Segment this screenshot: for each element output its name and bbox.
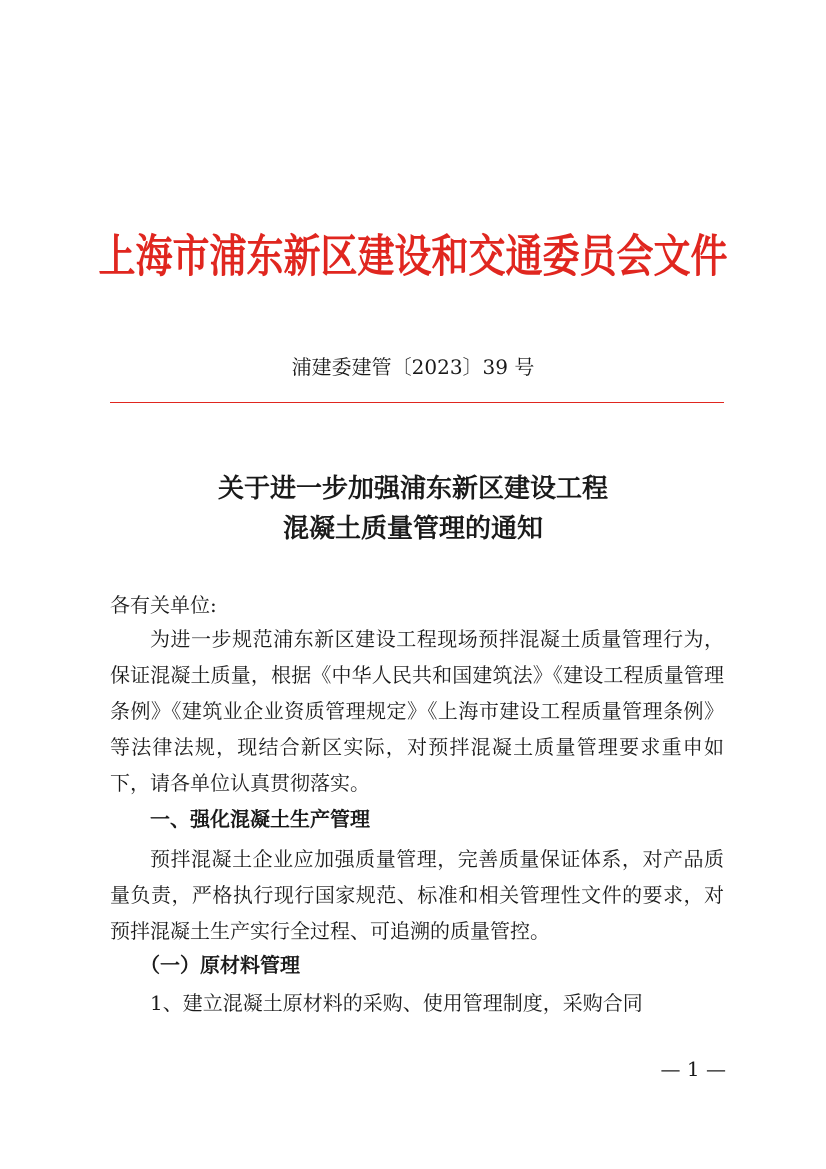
section-heading: 一、强化混凝土生产管理 [150,807,370,831]
section-paragraph: 预拌混凝土企业应加强质量管理，完善质量保证体系，对产品质量负责，严格执行现行国家规范、标准和相关管理性文件的要求，对预拌混凝土生产实行全过程、可追溯的质量管控。 [110,847,724,943]
red-separator-line [110,402,724,403]
issuer-header: 上海市浦东新区建设和交通委员会文件 [98,230,728,283]
salutation: 各有关单位: [110,593,217,617]
document-number: 浦建委建管〔2023〕39 号 [291,355,535,379]
intro-paragraph: 为进一步规范浦东新区建设工程现场预拌混凝土质量管理行为，保证混凝土质量，根据《中华人民共和国建筑法》《建设工程质量管理条例》《建筑业企业资质管理规定》《上海市建设工程质量管理条例》等法律法规，现结合新区实际，对预拌混凝土质量管理要求重申如下，请各单位认真贯彻落实。 [110,627,724,795]
subsection-heading: （一）原材料管理 [140,953,300,977]
list-item-text: 1、建立混凝土原材料的采购、使用管理制度，采购合同 [150,991,643,1015]
document-title-line-2: 混凝土质量管理的通知 [282,514,543,544]
document-title-line-1: 关于进一步加强浦东新区建设工程 [217,474,608,504]
page-number: — 1 — [660,1057,726,1081]
